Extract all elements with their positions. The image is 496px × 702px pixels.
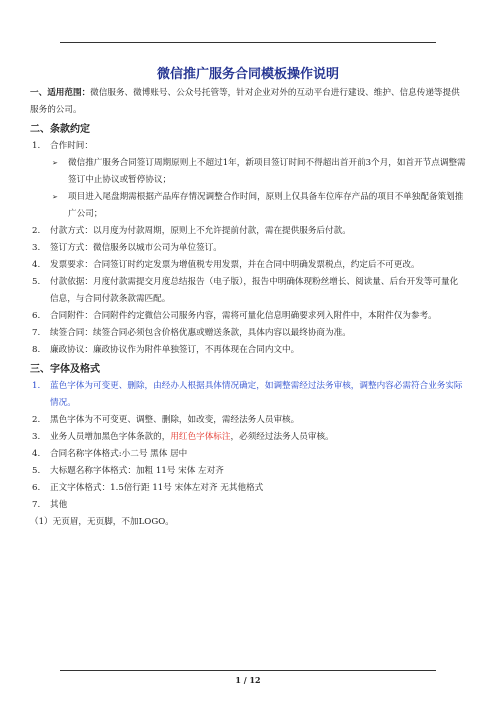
list-item: 2. 黑色字体为不可变更、调整、删除，如改变，需经法务人员审核。 xyxy=(32,415,300,425)
footer-rule xyxy=(60,670,436,671)
arrow-bullet-icon: ➢ xyxy=(52,193,58,201)
list-item: 7. 其他 xyxy=(32,500,68,510)
header-rule xyxy=(60,42,436,43)
list-item: 4. 合同名称字体格式:小二号 黑体 居中 xyxy=(32,449,188,459)
list-item: 1. 蓝色字体为可变更、删除，由经办人根据具体情况确定，如调整需经过法务审核，调整内容必需符合业务实际情况。 xyxy=(32,381,463,408)
applicable-label: 一、适用范围： xyxy=(30,88,91,98)
list-item: ➢ 项目进入尾盘期需根据产品库存情况调整合作时间，原则上仅具备车位库存产品的项目不单独配备策划推广公司； xyxy=(52,189,466,223)
list-item: 6. 正文字体格式：1.5倍行距 11号 宋体左对齐 无其他格式 xyxy=(32,483,264,493)
applicable-scope xyxy=(30,85,466,119)
list-item: 4. 发票要求：合同签订时约定发票为增值税专用发票，并在合同中明确发票税点，约定后不可更改。 xyxy=(32,260,420,270)
arrow-bullet-icon: ➢ xyxy=(52,159,58,167)
section-heading-fonts: 三、字体及格式 xyxy=(30,364,100,375)
list-item: 6. 合同附件：合同附件约定微信公司服务内容，需将可量化信息明确要求列入附件中，本附件仅为参考。 xyxy=(32,311,437,321)
page-number: 1 / 12 xyxy=(235,675,261,685)
document-body xyxy=(30,85,466,531)
list-item: 5. 付款依据：月度付款需提交月度总结报告（电子版），报告中明确体现粉丝增长、阅读量、后台开发等可量化信息，与合同付款条款需匹配。 xyxy=(32,277,459,304)
sub-item: （1）无页眉，无页脚，不加LOGO。 xyxy=(30,517,174,527)
list-item: 3. 签订方式：微信服务以城市公司为单位签订。 xyxy=(32,243,222,253)
list-item: 3. 业务人员增加黑色字体条款的，用红色字体标注，必须经过法务人员审核。 xyxy=(32,432,334,442)
list-item: 7. 续签合同：续签合同必须包含价格优惠或赠送条款，具体内容以最终协商为准。 xyxy=(32,328,351,338)
red-mark-text: 用红色字体标注 xyxy=(170,432,231,442)
list-item: 1. 合作时间： xyxy=(32,141,93,151)
list-item: 5. 大标题名称字体格式：加粗 11号 宋体 左对齐 xyxy=(32,466,224,476)
list-item: 8. 廉政协议：廉政协议作为附件单独签订，不再体现在合同内文中。 xyxy=(32,345,300,355)
list-item: ➢ 微信推广服务合同签订周期原则上不超过1年，新项目签订时间不得超出首开前3个月，如首开节点调整需签订中止协议或暂停协议； xyxy=(52,155,466,189)
document-title: 微信推广服务合同模板操作说明 xyxy=(156,67,339,82)
section-heading-terms: 二、条款约定 xyxy=(30,124,90,135)
list-item: 2. 付款方式：以月度为付款周期，原则上不允许提前付款，需在提供服务后付款。 xyxy=(32,226,351,236)
applicable-text: 微信服务、微博账号、公众号托管等，针对企业对外的互动平台进行建设、维护、信息传递等提供服务的公司。 xyxy=(30,88,460,115)
